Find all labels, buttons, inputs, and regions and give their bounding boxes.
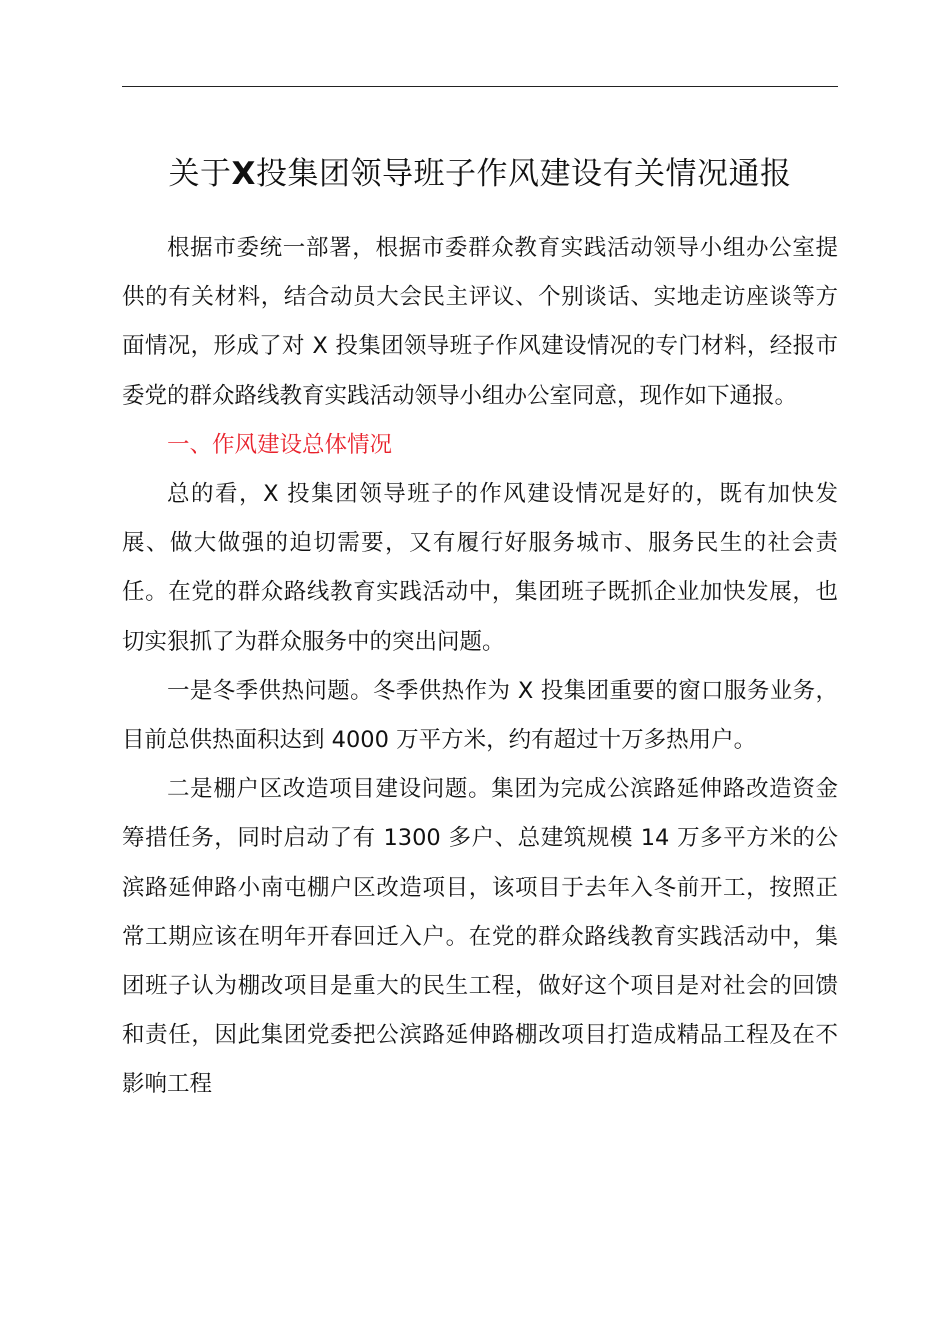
- section-heading: 一、作风建设总体情况: [167, 431, 393, 458]
- paragraph-shantytown: 二是棚户区改造项目建设问题。集团为完成公滨路延伸路改造资金筹措任务，同时启动了有 1300 多户、总建筑规模 14 万多平方米的公滨路延伸路小南屯棚户区改造项目，该项目于去年入冬前开工，按照正常工期应该在明年开春回迁入户。在党的群众路线教育实践活动中，集团班子认为棚改项目是重大的民生工程，做好这个项目是对社会的回馈和责任，因此集团党委把公滨路延伸路棚改项目打造成精品工程及在不影响工程: [122, 776, 838, 1098]
- paragraph-heating: 一是冬季供热问题。冬季供热作为 X 投集团重要的窗口服务业务，目前总供热面积达到 4000 万平方米，约有超过十万多热用户。: [122, 677, 838, 754]
- title-suffix: 投集团领导班子作风建设有关情况通报: [255, 156, 792, 192]
- document-body: [122, 224, 838, 1110]
- title-prefix: 关于: [168, 156, 232, 192]
- paragraph-intro: 根据市委统一部署，根据市委群众教育实践活动领导小组办公室提供的有关材料，结合动员大会民主评议、个别谈话、实地走访座谈等方面情况，形成了对 X 投集团领导班子作风建设情况的专门材料，经报市委党的群众路线教育实践活动领导小组办公室同意，现作如下通报。: [122, 235, 838, 409]
- paragraph-overview: 总的看，X 投集团领导班子的作风建设情况是好的，既有加快发展、做大做强的迫切需要，又有履行好服务城市、服务民生的社会责任。在党的群众路线教育实践活动中，集团班子既抓企业加快发展，也切实狠抓了为群众服务中的突出问题。: [122, 481, 838, 655]
- document-title: [122, 148, 838, 200]
- header-rule: [122, 86, 838, 87]
- title-x: X: [231, 156, 256, 192]
